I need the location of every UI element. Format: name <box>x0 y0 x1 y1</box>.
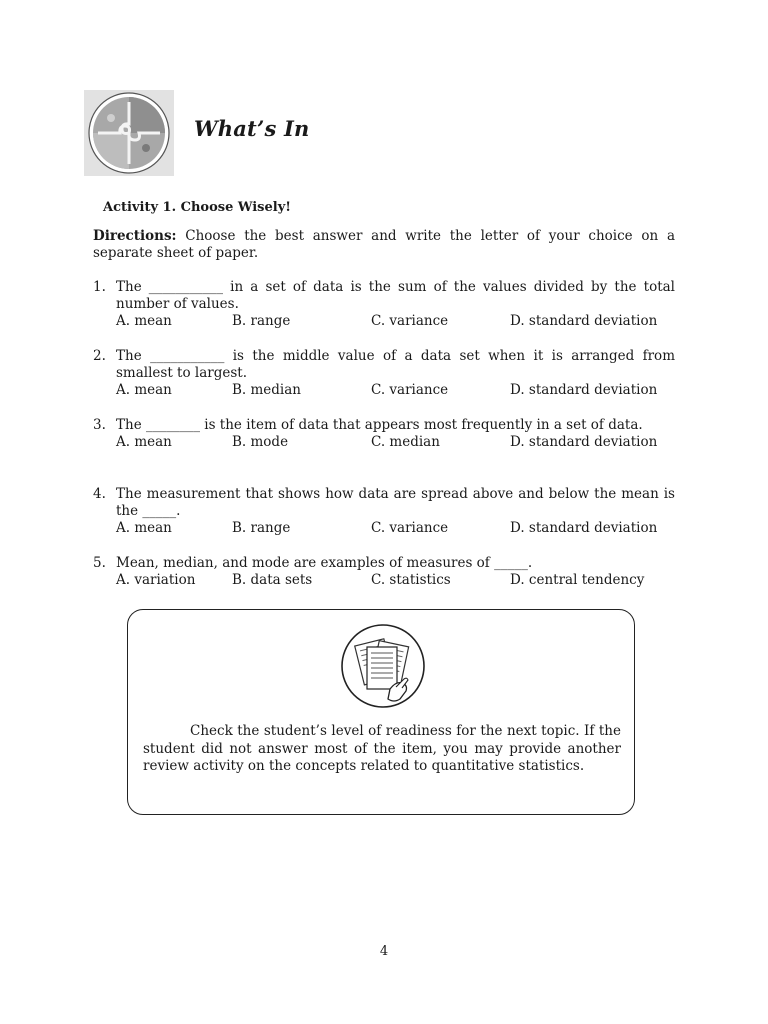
option-row <box>116 434 685 451</box>
option-row <box>116 520 685 537</box>
question-text: Mean, median, and mode are examples of measures of _____. <box>116 555 533 571</box>
question-number: 4. <box>93 486 106 502</box>
teacher-note-box <box>127 609 635 815</box>
question-text: The measurement that shows how data are spread above and below the mean is the _____. <box>116 486 675 519</box>
question-text: The ___________ in a set of data is the sum of the values divided by the total number of values. <box>116 279 675 312</box>
option-a: A. mean <box>116 313 172 329</box>
question-text: The ________ is the item of data that appears most frequently in a set of data. <box>116 417 643 433</box>
question-item <box>93 279 685 330</box>
option-b: B. range <box>232 313 291 329</box>
option-b: B. mode <box>232 434 289 450</box>
section-title: What’s In <box>194 116 310 141</box>
option-c: C. variance <box>371 382 449 398</box>
option-row <box>116 313 685 330</box>
question-number: 1. <box>93 279 106 295</box>
directions <box>93 228 675 262</box>
option-row <box>116 382 685 399</box>
question-number: 3. <box>93 417 106 433</box>
activity-title: Activity 1. Choose Wisely! <box>103 200 291 215</box>
question-item <box>93 348 685 399</box>
option-d: D. standard deviation <box>510 313 658 329</box>
option-d: D. standard deviation <box>510 520 658 536</box>
question-item <box>93 417 685 451</box>
question-text: The ___________ is the middle value of a data set when it is arranged from smallest to largest. <box>116 348 675 381</box>
option-b: B. data sets <box>232 572 313 588</box>
option-b: B. median <box>232 382 301 398</box>
option-b: B. range <box>232 520 291 536</box>
question-number: 5. <box>93 555 106 571</box>
option-c: C. variance <box>371 520 449 536</box>
option-a: A. mean <box>116 382 172 398</box>
option-d: D. standard deviation <box>510 434 658 450</box>
teacher-note-text: Check the student’s level of readiness for the next topic. If the student did not answer most of the item, you may provide another review activity on the concepts related to quantitative statistics. <box>143 723 621 774</box>
option-row <box>116 572 685 589</box>
page-number: 4 <box>379 944 389 959</box>
option-a: A. mean <box>116 434 172 450</box>
option-a: A. variation <box>116 572 196 588</box>
option-a: A. mean <box>116 520 172 536</box>
directions-text: Choose the best answer and write the letter of your choice on a separate sheet of paper. <box>93 228 675 261</box>
directions-label: Directions: <box>93 228 177 244</box>
question-number: 2. <box>93 348 106 364</box>
option-c: C. median <box>371 434 440 450</box>
option-d: D. central tendency <box>510 572 645 588</box>
option-d: D. standard deviation <box>510 382 658 398</box>
puzzle-icon <box>84 90 174 176</box>
question-item <box>93 555 685 589</box>
option-c: C. statistics <box>371 572 451 588</box>
option-c: C. variance <box>371 313 449 329</box>
papers-in-hand-icon <box>340 623 426 709</box>
question-item <box>93 486 685 537</box>
